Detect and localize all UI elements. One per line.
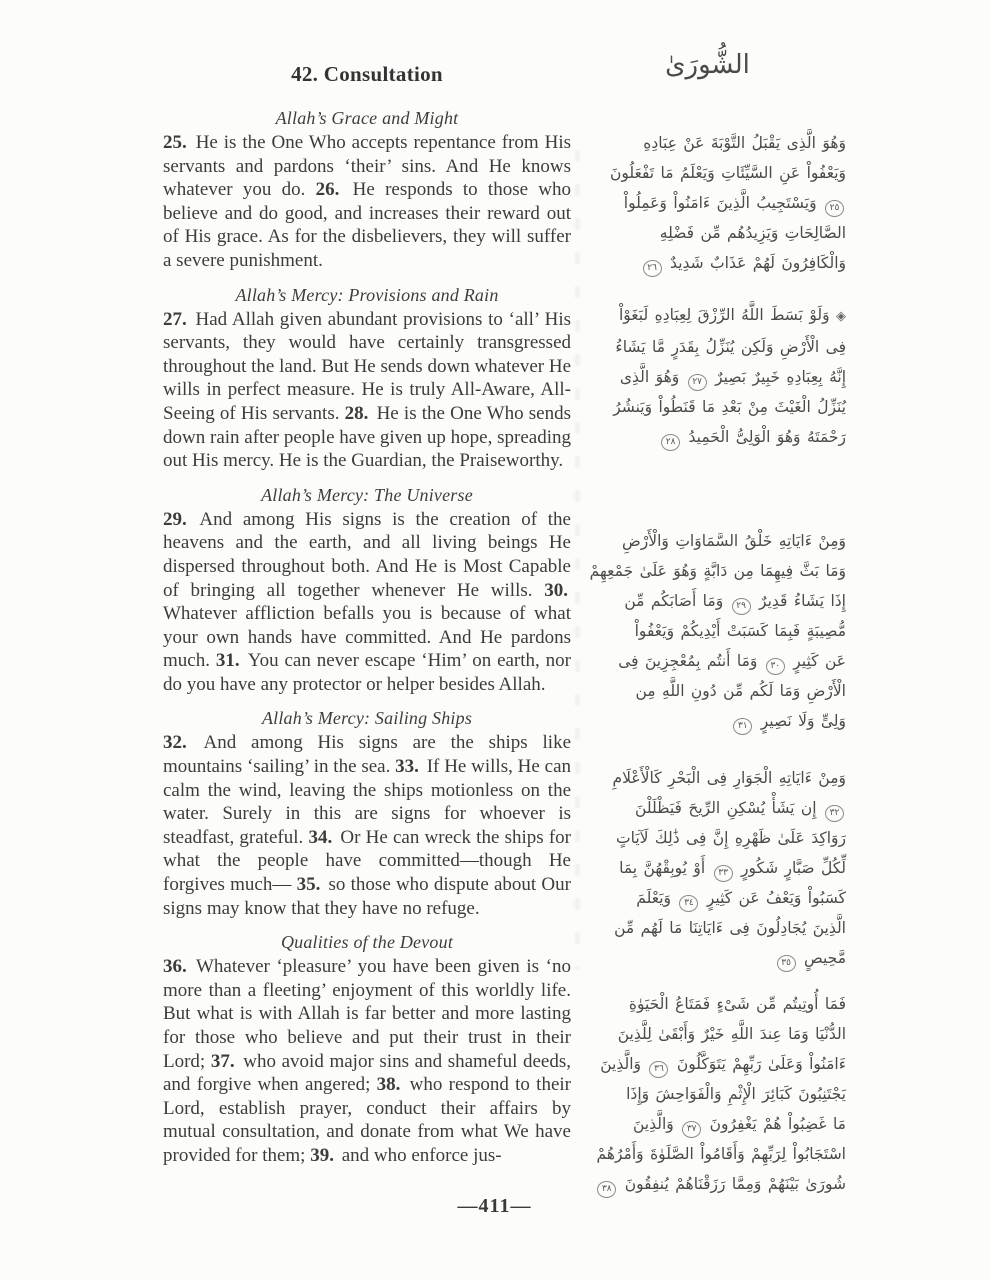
english-column	[163, 108, 571, 1168]
ayah-end-marker: ٣٢	[825, 805, 844, 822]
verse-number: 30.	[544, 579, 568, 601]
arabic-verses-27-28: ◈ وَلَوْ بَسَطَ اللَّهُ الرِّزْقَ لِعِبَادِهِ لَبَغَوْاْ فِى الْأَرْضِ وَلَكِن يُنَزِّلُ بِقَدَرٍ مَّا يَشَاءُ إِنَّهُ بِعِبَادِهِ خَبِيرٌ بَصِيرٌ ٢٧ وَهُوَ الَّذِى يُنَزِّلُ الْغَيْثَ مِنْ بَعْدِ مَا قَنَطُواْ وَيَنشُرُ رَحْمَتَهُ وَهُوَ الْوَلِىُّ الْحَمِيدُ ٢٨	[586, 300, 846, 452]
ayah-end-marker: ٢٦	[643, 260, 662, 277]
translation-paragraph-v29-31: 29. And among His signs is the creation of the heavens and the earth, and all living beings He dispersed throughout both. And He is Most Capable of bringing all together whenever He wills. 30. Whatever affliction befalls you is because of what your own hands have committed. And He pardons much. 31. You can never escape ‘Him’ on earth, nor do you have any protector or helper besides Allah.	[163, 508, 571, 695]
verse-number: 28.	[344, 402, 369, 424]
surah-title-arabic: الشُّورَىٰ	[665, 50, 750, 80]
translation-paragraph-v32-35: 32. And among His signs are the ships like mountains ‘sailing’ in the sea. 33. If He wills, He can calm the wind, leaving the ships motionless on the water. Surely in this are signs for whoever is steadfast, grateful. 34. Or He can wreck the ships for what the people have committed—though He forgives much— 35. so those who dispute about Our signs may know that they have no refuge.	[163, 732, 572, 919]
verse-number: 35.	[296, 874, 321, 896]
verse-number: 31.	[215, 650, 240, 672]
translation-paragraph-v36-39: 36. Whatever ‘pleasure’ you have been given is ‘no more than a fleeting’ enjoyment of this worldly life. But what is with Allah is far better and more lasting for those who believe and put their trust in their Lord; 37. who avoid major sins and shameful deeds, and forgive when angered; 38. who respond to their Lord, establish prayer, conduct their affairs by mutual consultation, and donate from what We have provided for them; 39. and who enforce jus-	[163, 956, 571, 1166]
verse-number: 25.	[163, 132, 187, 153]
translation-paragraph-v27-28: 27. Had Allah given abundant provisions to ‘all’ His servants, they would have certainly transgressed throughout the land. But He sends down whatever He wills in perfect measure. He is truly All-Aware, All-Seeing of His servants. 28. He is the One Who sends down rain after people have given up hope, spreading out His mercy. He is the Guardian, the Praiseworthy.	[163, 308, 571, 472]
arabic-verses-29-31: وَمِنْ ءَايَاتِهِ خَلْقُ السَّمَاوَاتِ وَالْأَرْضِ وَمَا بَثَّ فِيهِمَا مِن دَابَّةٍ وَهُوَ عَلَىٰ جَمْعِهِمْ إِذَا يَشَاءُ قَدِيرٌ ٢٩ وَمَا أَصَابَكُم مِّن مُّصِيبَةٍ فَبِمَا كَسَبَتْ أَيْدِيكُمْ وَيَعْفُواْ عَن كَثِيرٍ ٣٠ وَمَا أَنتُم بِمُعْجِزِينَ فِى الْأَرْضِ وَمَا لَكُم مِّن دُونِ اللَّهِ مِن وَلِىٍّ وَلَا نَصِيرٍ ٣١	[586, 526, 846, 736]
arabic-verses-36-38: فَمَا أُوتِيتُم مِّن شَىْءٍ فَمَتَاعُ الْحَيَوٰةِ الدُّنْيَا وَمَا عِندَ اللَّهِ خَيْرٌ وَأَبْقَىٰ لِلَّذِينَ ءَامَنُواْ وَعَلَىٰ رَبِّهِمْ يَتَوَكَّلُونَ ٣٦ وَالَّذِينَ يَجْتَنِبُونَ كَبَائِرَ الْإِثْمِ وَالْفَوَاحِشَ وَإِذَا مَا غَضِبُواْ هُمْ يَغْفِرُونَ ٣٧ وَالَّذِينَ اسْتَجَابُواْ لِرَبِّهِمْ وَأَقَامُواْ الصَّلَوٰةَ وَأَمْرُهُمْ شُورَىٰ بَيْنَهُمْ وَمِمَّا رَزَقْنَاهُمْ يُنفِقُونَ ٣٨	[586, 989, 846, 1199]
section-heading-grace-and-might: Allah’s Grace and Might	[275, 108, 459, 128]
section-heading-qualities-of-the-devout: Qualities of the Devout	[280, 932, 454, 953]
ayah-end-marker: ٣٨	[597, 1181, 616, 1198]
ayah-end-marker: ٢٥	[825, 200, 844, 217]
rub-el-hizb-marker: ◈	[836, 309, 846, 324]
verse-number: 33.	[395, 756, 419, 778]
verse-number: 27.	[163, 308, 187, 330]
verse-number: 39.	[310, 1144, 334, 1166]
ayah-end-marker: ٢٧	[688, 374, 707, 391]
ayah-end-marker: ٣٤	[679, 895, 698, 912]
verse-number: 29.	[163, 508, 187, 530]
verse-number: 34.	[308, 826, 333, 848]
ayah-end-marker: ٢٩	[732, 598, 751, 615]
verse-number: 36.	[163, 956, 187, 978]
page-number: —411—	[457, 1195, 532, 1217]
ayah-end-marker: ٣٣	[714, 865, 733, 882]
verse-number: 38.	[376, 1074, 401, 1096]
translation-paragraph-v25-26: 25. He is the One Who accepts repentance from His servants and pardons ‘their’ sins. And He knows whatever you do. 26. He responds to those who believe and do good, and increases their reward out of His grace. As for the disbelievers, they will suffer a severe punishment.	[163, 132, 571, 271]
scan-artifact	[575, 150, 580, 970]
section-heading-sailing-ships: Allah’s Mercy: Sailing Ships	[261, 708, 473, 729]
ayah-end-marker: ٣١	[733, 718, 752, 735]
section-heading-provisions-and-rain: Allah’s Mercy: Provisions and Rain	[235, 284, 499, 305]
ayah-end-marker: ٣٦	[649, 1061, 668, 1078]
ayah-end-marker: ٢٨	[661, 434, 680, 451]
ayah-end-marker: ٣٧	[682, 1121, 701, 1138]
arabic-verses-32-35: وَمِنْ ءَايَاتِهِ الْجَوَارِ فِى الْبَحْرِ كَالْأَعْلَامِ ٣٢ إِن يَشَأْ يُسْكِنِ الرِّيحَ فَيَظْلَلْنَ رَوَاكِدَ عَلَىٰ ظَهْرِهِ إِنَّ فِى ذَٰلِكَ لَآيَاتٍ لِّكُلِّ صَبَّارٍ شَكُورٍ ٣٣ أَوْ يُوبِقْهُنَّ بِمَا كَسَبُواْ وَيَعْفُ عَن كَثِيرٍ ٣٤ وَيَعْلَمَ الَّذِينَ يُجَادِلُونَ فِى ءَايَاتِنَا مَا لَهُم مِّن مَّحِيصٍ ٣٥	[586, 763, 846, 973]
verse-number: 32.	[163, 732, 187, 754]
surah-title-english: 42. Consultation	[291, 62, 443, 86]
arabic-verses-25-26: وَهُوَ الَّذِى يَقْبَلُ التَّوْبَةَ عَنْ عِبَادِهِ وَيَعْفُواْ عَنِ السَّيِّئَاتِ وَيَعْلَمُ مَا تَفْعَلُونَ ٢٥ وَيَسْتَجِيبُ الَّذِينَ ءَامَنُواْ وَعَمِلُواْ الصَّالِحَاتِ وَيَزِيدُهُم مِّن فَضْلِهِ وَالْكَافِرُونَ لَهُمْ عَذَابٌ شَدِيدٌ ٢٦	[586, 128, 846, 278]
ayah-end-marker: ٣٥	[777, 955, 796, 972]
verse-number: 37.	[210, 1050, 235, 1072]
verse-number: 26.	[315, 179, 340, 201]
ayah-end-marker: ٣٠	[766, 658, 785, 675]
section-heading-the-universe: Allah’s Mercy: The Universe	[261, 484, 473, 505]
